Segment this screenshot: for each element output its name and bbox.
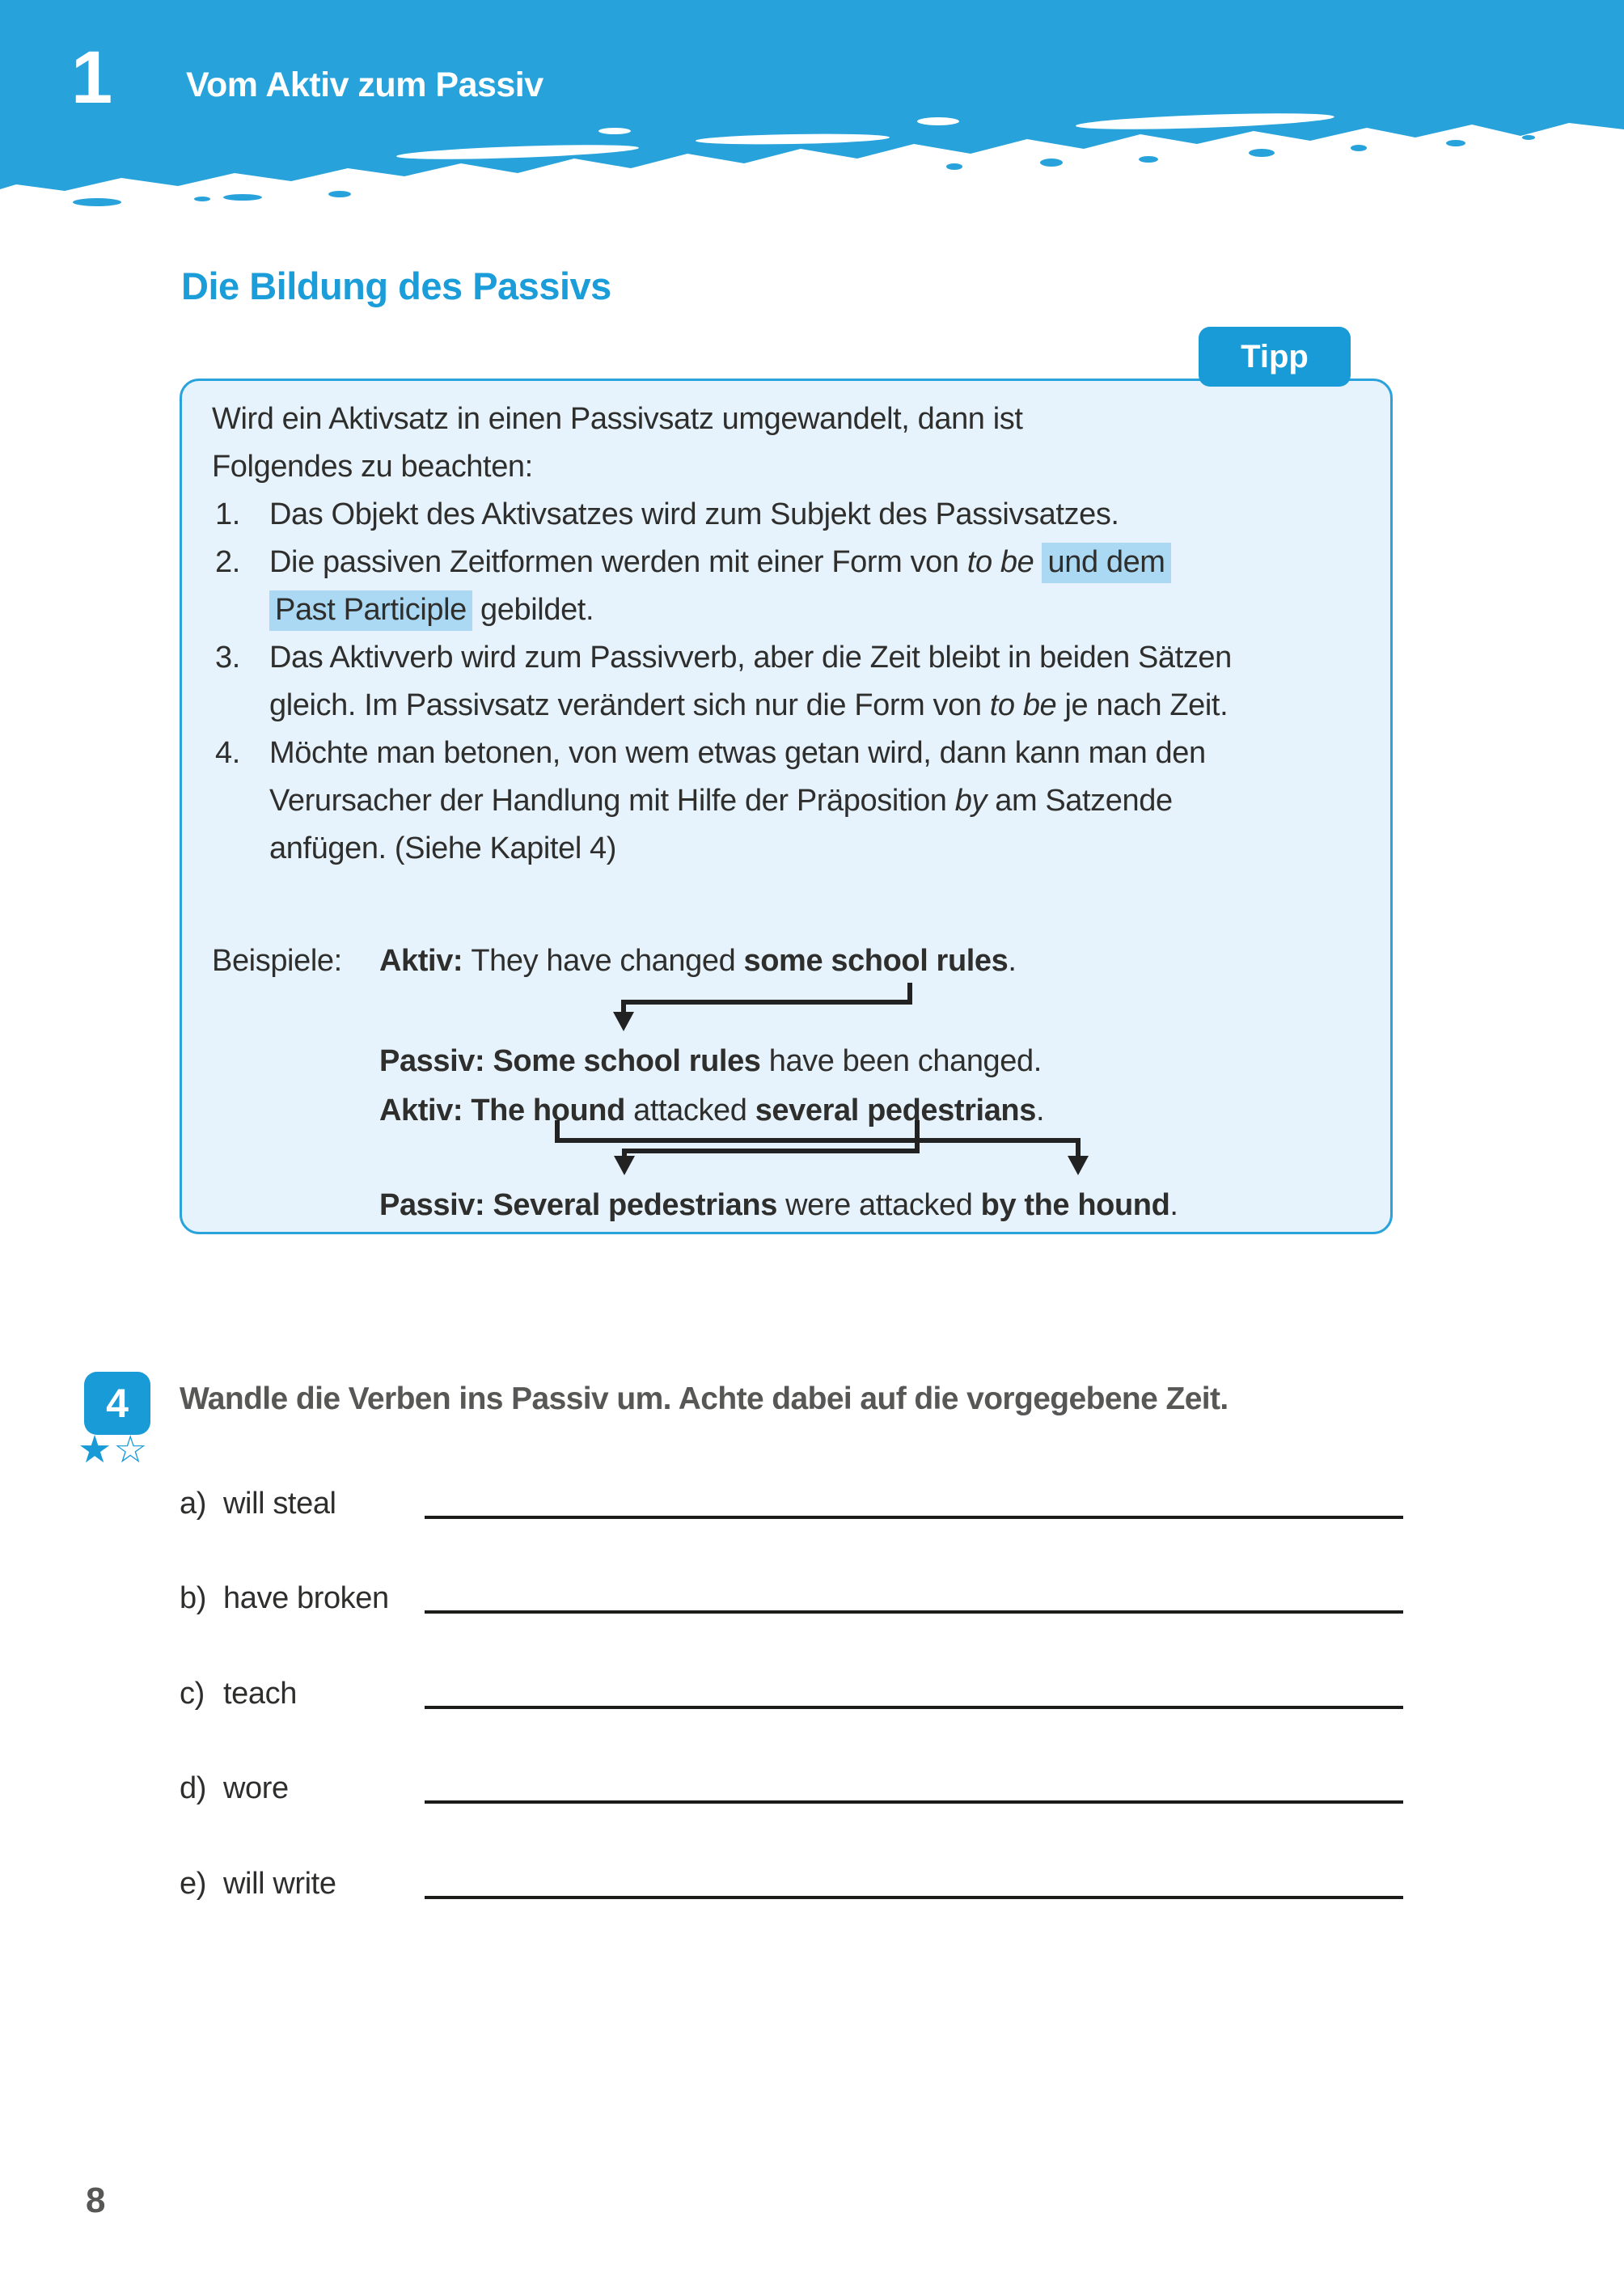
tip-item-number: 2. bbox=[215, 545, 240, 579]
tip-item-line: gleich. Im Passivsatz verändert sich nur die Form von to be je nach Zeit. bbox=[269, 688, 1229, 722]
transform-arrow-icon bbox=[609, 983, 916, 1034]
item-label: b) bbox=[180, 1581, 206, 1615]
example-aktiv-1: Aktiv: They have changed some school rules. bbox=[379, 944, 1017, 978]
tip-text bbox=[212, 396, 1377, 873]
tip-item-line bbox=[212, 539, 1377, 586]
answer-line[interactable] bbox=[425, 1610, 1403, 1614]
item-label: d) bbox=[180, 1771, 206, 1805]
chapter-number: 1 bbox=[71, 36, 112, 119]
tip-item-line bbox=[212, 634, 1377, 682]
tip-box bbox=[180, 379, 1393, 1234]
tip-item-line bbox=[212, 491, 1377, 539]
transform-arrow-icon bbox=[555, 1120, 1105, 1190]
chapter-header-band bbox=[0, 0, 1624, 210]
tip-item-number: 1. bbox=[215, 497, 240, 531]
tip-tab: Tipp bbox=[1199, 327, 1351, 387]
tip-item-line: Verursacher der Handlung mit Hilfe der Präposition by am Satzende bbox=[269, 784, 1173, 818]
item-verb: will write bbox=[223, 1867, 336, 1901]
tip-intro-line: Wird ein Aktivsatz in einen Passivsatz umgewandelt, dann ist bbox=[212, 402, 1023, 436]
item-label: c) bbox=[180, 1677, 205, 1711]
item-label: a) bbox=[180, 1487, 206, 1521]
item-label: e) bbox=[180, 1867, 206, 1901]
tip-intro-line: Folgendes zu beachten: bbox=[212, 450, 533, 484]
exercise-instruction: Wandle die Verben ins Passiv um. Achte dabei auf die vorgegebene Zeit. bbox=[180, 1381, 1229, 1416]
tip-item-text: Die passiven Zeitformen werden mit einer Form von to be und dem bbox=[269, 543, 1171, 583]
item-verb: have broken bbox=[223, 1581, 389, 1615]
tip-item-text: Möchte man betonen, von wem etwas getan wird, dann kann man den bbox=[269, 736, 1206, 770]
answer-line[interactable] bbox=[425, 1516, 1403, 1519]
answer-line[interactable] bbox=[425, 1706, 1403, 1709]
exercise-number-badge: 4 bbox=[84, 1372, 150, 1435]
example-passiv-2: Passiv: Several pedestrians were attacked by the hound. bbox=[379, 1188, 1178, 1222]
example-passiv-1: Passiv: Some school rules have been changed. bbox=[379, 1044, 1042, 1078]
answer-line[interactable] bbox=[425, 1800, 1403, 1804]
tip-item-number: 3. bbox=[215, 641, 240, 675]
section-heading: Die Bildung des Passivs bbox=[181, 264, 611, 307]
tip-item-number: 4. bbox=[215, 736, 240, 770]
tip-item-line: anfügen. (Siehe Kapitel 4) bbox=[269, 831, 617, 865]
header-brush-edge bbox=[0, 0, 1624, 210]
item-verb: wore bbox=[223, 1771, 289, 1805]
item-verb: teach bbox=[223, 1677, 297, 1711]
tip-item-text: Das Aktivverb wird zum Passivverb, aber die Zeit bleibt in beiden Sätzen bbox=[269, 641, 1232, 675]
tip-item-text: Das Objekt des Aktivsatzes wird zum Subjekt des Passivsatzes. bbox=[269, 497, 1119, 531]
page-number: 8 bbox=[86, 2181, 106, 2220]
chapter-title: Vom Aktiv zum Passiv bbox=[186, 66, 543, 104]
tip-item-line bbox=[212, 730, 1377, 777]
examples-label: Beispiele: bbox=[212, 944, 342, 978]
item-verb: will steal bbox=[223, 1487, 336, 1521]
difficulty-stars-icon: ★☆ bbox=[78, 1428, 150, 1470]
example-aktiv-2: Aktiv: The hound attacked several pedestrians. bbox=[379, 1094, 1045, 1127]
answer-line[interactable] bbox=[425, 1896, 1403, 1899]
tip-item-line: Past Participle gebildet. bbox=[269, 586, 1377, 634]
